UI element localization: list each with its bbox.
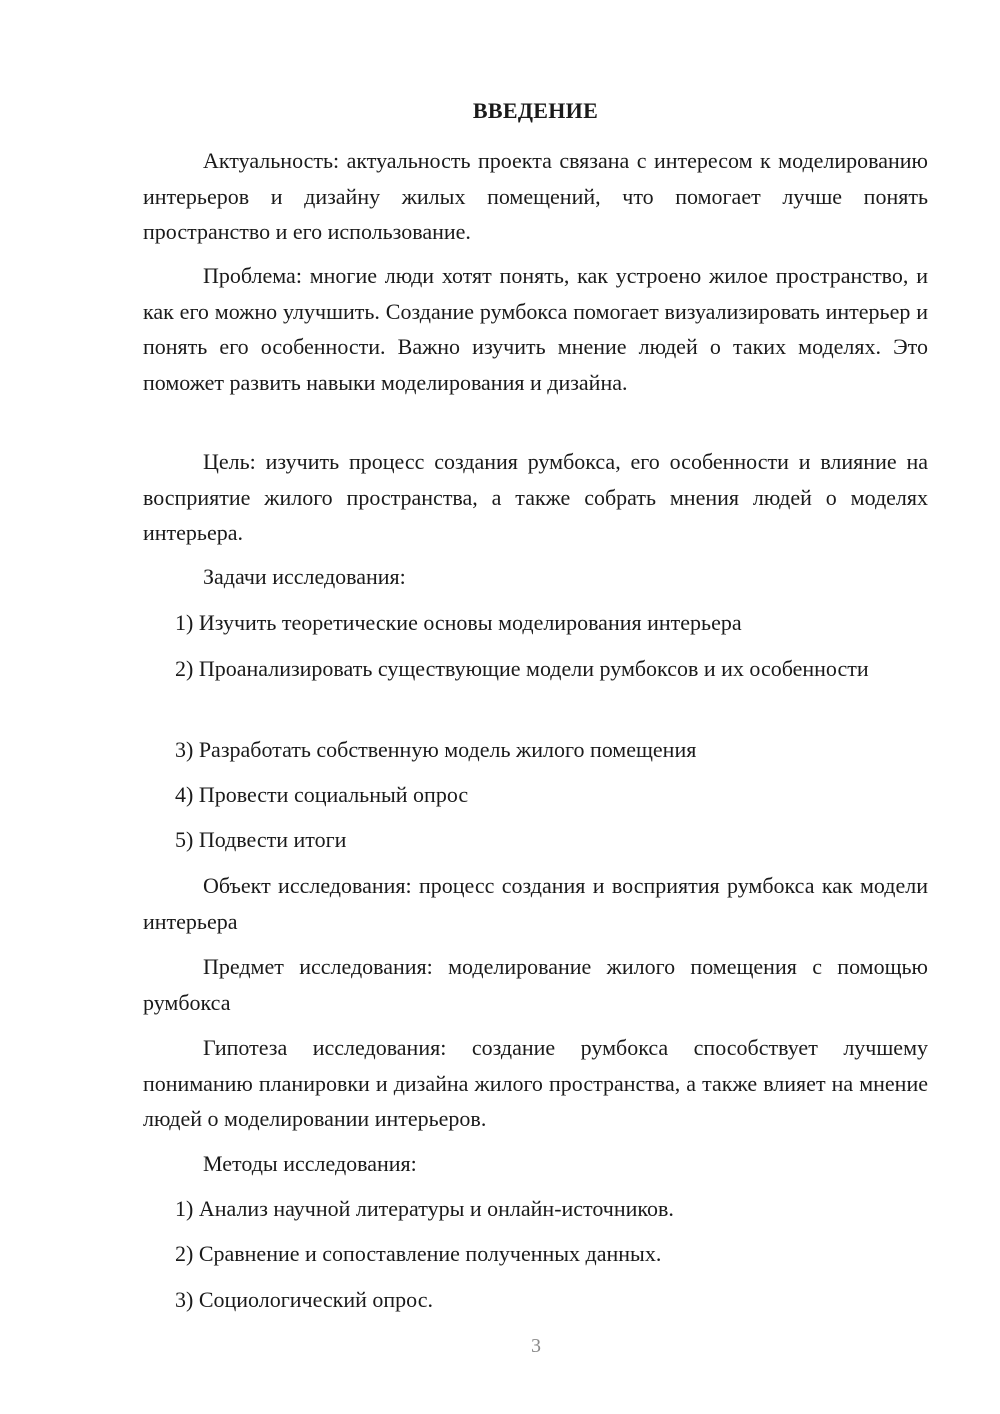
relevance-paragraph: Актуальность: актуальность проекта связана с интересом к моделированию интерьеров и дизайну жилых помещений, что помогает лучше понять пространство и его использование. — [143, 148, 928, 244]
subject-paragraph: Предмет исследования: моделирование жилого помещения с помощью румбокса — [143, 954, 928, 1015]
task-item-1: 1) Изучить теоретические основы моделирования интерьера — [175, 610, 742, 635]
methods-title: Методы исследования: — [203, 1151, 417, 1176]
hypothesis-paragraph: Гипотеза исследования: создание румбокса способствует лучшему пониманию планировки и дизайна жилого пространства, а также влияет на мнение людей о моделировании интерьеров. — [143, 1035, 928, 1131]
task-item-2: 2) Проанализировать существующие модели румбоксов и их особенности — [175, 656, 869, 681]
problem-paragraph: Проблема: многие люди хотят понять, как устроено жилое пространство, и как его можно улучшить. Создание румбокса помогает визуализировать интерьер и понять его особенности. Важно изучить мнение людей о таких моделях. Это поможет развить навыки моделирования и дизайна. — [143, 263, 928, 395]
method-item-3: 3) Социологический опрос. — [175, 1287, 433, 1312]
object-paragraph: Объект исследования: процесс создания и восприятия румбокса как модели интерьера — [143, 873, 928, 934]
section-heading: ВВЕДЕНИЕ — [472, 98, 599, 123]
method-item-1: 1) Анализ научной литературы и онлайн-источников. — [175, 1196, 674, 1221]
page-number: 3 — [531, 1335, 541, 1357]
task-item-5: 5) Подвести итоги — [175, 827, 347, 852]
task-item-4: 4) Провести социальный опрос — [175, 782, 469, 807]
task-item-3: 3) Разработать собственную модель жилого помещения — [175, 737, 697, 762]
goal-paragraph: Цель: изучить процесс создания румбокса, его особенности и влияние на восприятие жилого пространства, а также собрать мнения людей о моделях интерьера. — [143, 449, 928, 545]
method-item-2: 2) Сравнение и сопоставление полученных данных. — [175, 1241, 662, 1266]
tasks-title: Задачи исследования: — [203, 564, 406, 589]
